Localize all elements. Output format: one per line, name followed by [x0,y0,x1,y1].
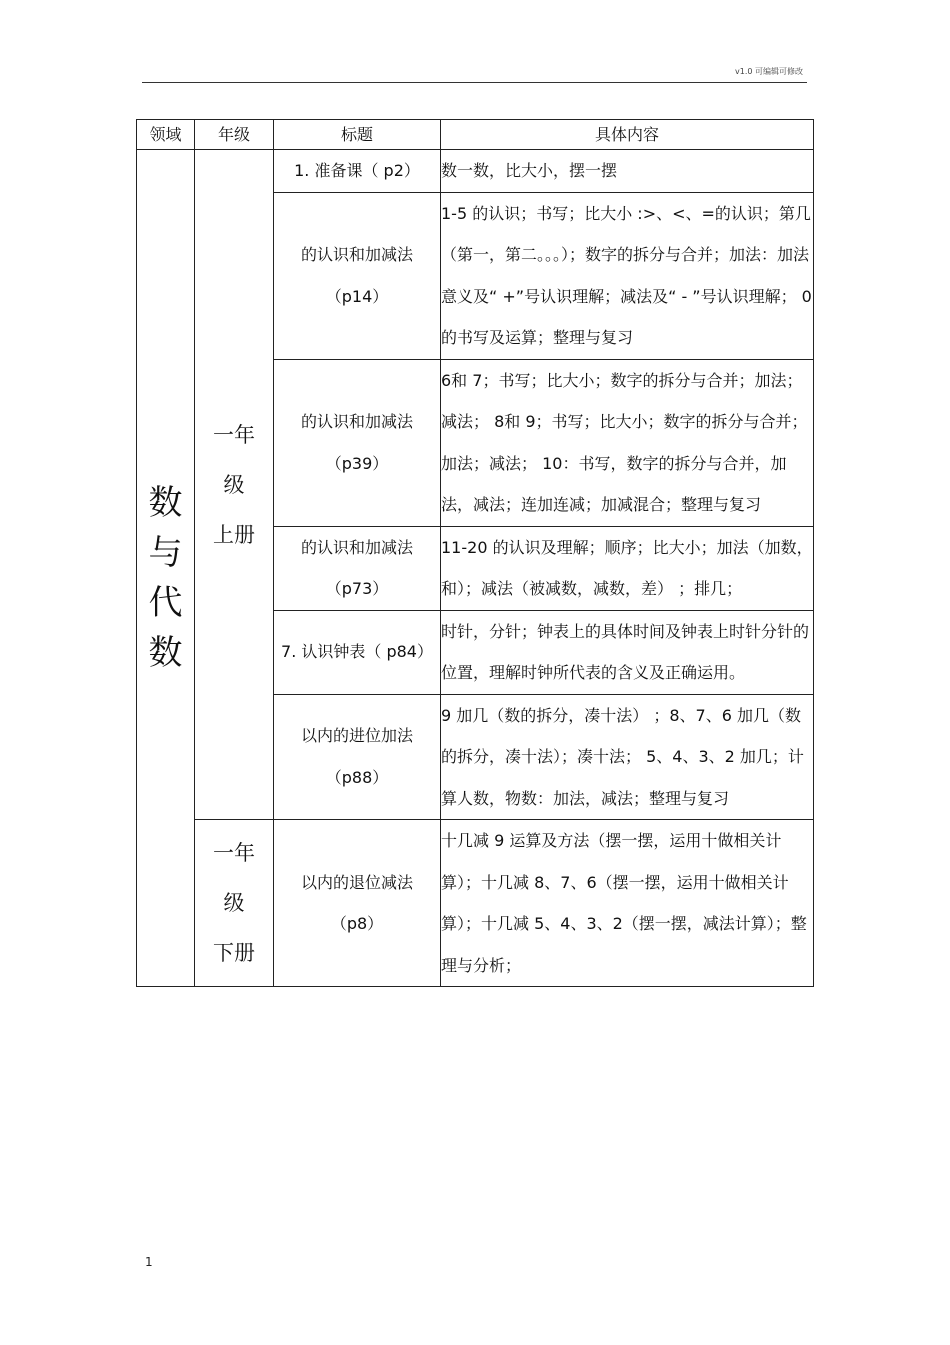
header-grade: 年级 [195,120,274,150]
row-page: （p14） [325,286,389,306]
table-row [137,150,814,193]
row-title: 7. 认识钟表（ p84） [281,642,433,662]
header-rule [142,82,807,83]
row-content: 9 加几（数的拆分，凑十法） ；8、7、6 加几（数的拆分，凑十法）；凑十法； 5、4、3、2 加几；计算人数，物数：加法，减法；整理与复习 [441,705,804,808]
row-page: （p88） [325,767,389,787]
title-cell [274,526,441,610]
grade-cell-upper [195,150,274,820]
row-title: 以内的退位减法 [300,872,413,892]
table-header-row [137,120,814,150]
row-page: （p73） [325,579,389,598]
content-cell [441,150,814,193]
content-cell [441,526,814,610]
row-title: 的认识和加减法 [300,412,413,431]
row-content: 数一数，比大小，摆一摆 [441,161,618,180]
row-page: （p39） [325,453,389,473]
version-label: v1.0 可编辑可修改 [735,67,803,76]
title-cell [274,694,441,820]
row-title: 的认识和加减法 [300,537,413,557]
row-content: 6和 7；书写；比大小；数字的拆分与合并；加法；减法； 8和 9；书写；比大小；数字的拆分与合并；加法；减法； 10：书写，数字的拆分与合并，加法，减法；连加连减；加减混合；整理与复习 [441,370,808,514]
domain-cell [137,150,195,987]
title-cell [274,192,441,359]
row-title: 1. 准备课（ p2） [294,161,420,180]
domain-label: 数 与 代 数 [148,483,183,673]
row-content: 十几减 9 运算及方法（摆一摆，运用十做相关计算）；十几减 8、7、6（摆一摆，运用十做相关计算）；十几减 5、4、3、2（摆一摆，减法计算）；整理与分析； [441,831,807,975]
header-content: 具体内容 [441,120,814,150]
row-title: 的认识和加减法 [300,245,413,264]
page-number: 1 [145,1255,153,1269]
grade-label-upper: 一年 级 上册 [213,422,255,547]
content-cell [441,192,814,359]
row-content: 时针，分针；钟表上的具体时间及钟表上时针分针的位置，理解时钟所代表的含义及正确运用。 [441,621,810,682]
grade-cell-lower [195,820,274,987]
grade-label-lower: 一年 级 下册 [213,841,255,965]
row-content: 11-20 的认识及理解；顺序；比大小；加法（加数，和）；减法（被减数，减数，差） ；排几； [441,537,813,598]
row-title: 以内的进位加法 [300,726,413,746]
header-domain: 领域 [137,120,195,150]
content-cell [441,694,814,820]
title-cell [274,820,441,987]
content-cell [441,610,814,694]
title-cell [274,359,441,526]
table-row [137,820,814,987]
header-title: 标题 [274,120,441,150]
title-cell [274,610,441,694]
content-cell [441,359,814,526]
row-content: 1-5 的认识；书写；比大小 :>、<、=的认识；第几（第一，第二。。。）；数字的拆分与合并；加法：加法意义及“ +”号认识理解；减法及“ - ”号认识理解； 0 的书写及运算；整理与复习 [441,203,812,347]
curriculum-table [136,119,814,987]
title-cell [274,150,441,193]
row-page: （p8） [330,914,384,933]
content-cell [441,820,814,987]
